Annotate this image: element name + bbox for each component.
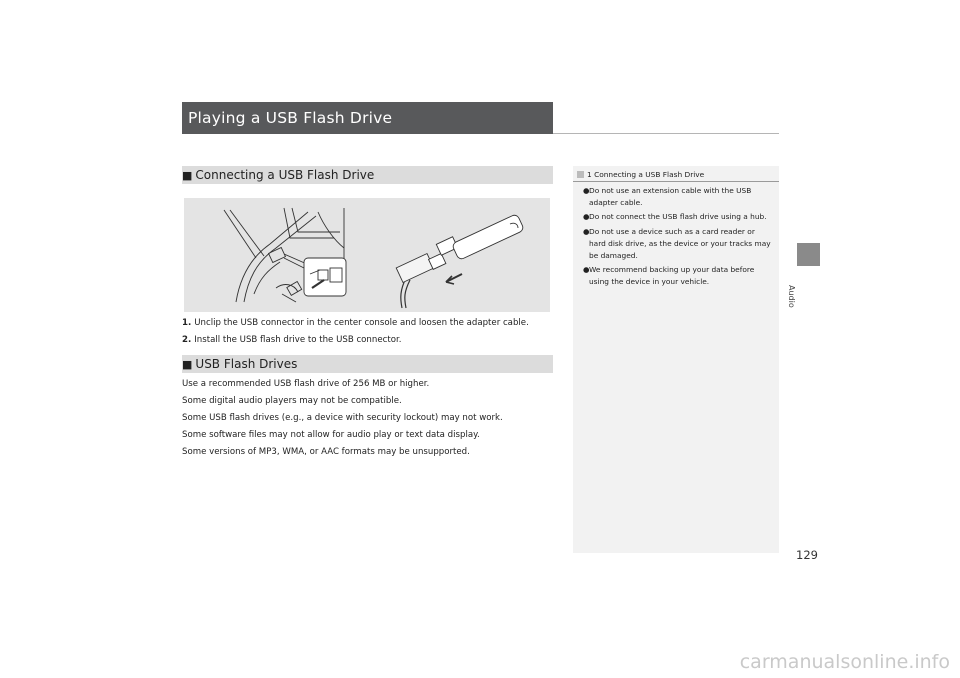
note-text: Do not connect the USB flash drive using a hub.: [589, 212, 767, 222]
sidebar-notes: [573, 166, 779, 553]
section-heading-connecting: [182, 166, 553, 184]
reference-marker: [577, 171, 584, 178]
step-text: Unclip the USB connector in the center console and loosen the adapter cable.: [194, 318, 529, 328]
chapter-tab-marker: [797, 243, 820, 266]
bullet-icon: ●: [583, 212, 590, 222]
note-text: We recommend backing up your data before using the device in your vehicle.: [589, 265, 755, 286]
section-heading-text: Connecting a USB Flash Drive: [195, 168, 375, 182]
paragraph: Some digital audio players may not be compatible.: [182, 396, 402, 406]
page-title: Playing a USB Flash Drive: [182, 102, 553, 134]
list-item: [583, 185, 773, 209]
usb-diagram: [184, 198, 550, 312]
usb-connection-illustration: [184, 198, 550, 312]
sidebar-heading: [577, 170, 704, 179]
list-item: [583, 211, 773, 223]
step-number: 1.: [182, 318, 192, 328]
section-heading-text: USB Flash Drives: [195, 357, 298, 371]
page-number: 129: [796, 548, 818, 562]
note-text: Do not use a device such as a card reader or hard disk drive, as the device or your tracks may be damaged.: [589, 226, 771, 260]
bullet-icon: ●: [583, 186, 590, 195]
paragraph: Some USB flash drives (e.g., a device with security lockout) may not work.: [182, 413, 503, 423]
step-number: 2.: [182, 335, 192, 345]
section-marker: ■: [182, 169, 193, 182]
list-item: [583, 264, 773, 288]
section-heading-flash-drives: [182, 355, 553, 373]
paragraph: Some software files may not allow for audio play or text data display.: [182, 430, 480, 440]
sidebar-heading-text: Connecting a USB Flash Drive: [594, 170, 705, 179]
note-text: Do not use an extension cable with the USB adapter cable.: [589, 186, 752, 207]
sidebar-rule: [573, 181, 779, 182]
bullet-icon: ●: [583, 226, 590, 236]
sidebar-marker-number: 1: [587, 170, 592, 179]
footer-watermark[interactable]: carmanualsonline.info: [739, 651, 950, 673]
list-item: [583, 226, 773, 261]
step-2: [182, 335, 401, 345]
chapter-tab-label: Audio: [787, 285, 796, 308]
paragraph: Use a recommended USB flash drive of 256 MB or higher.: [182, 379, 430, 389]
sidebar-note-list: [583, 185, 773, 291]
section-marker: ■: [182, 358, 193, 371]
title-rule: [553, 133, 779, 134]
step-1: [182, 318, 529, 328]
bullet-icon: ●: [583, 265, 590, 275]
paragraph: Some versions of MP3, WMA, or AAC formats may be unsupported.: [182, 447, 470, 457]
step-text: Install the USB flash drive to the USB connector.: [194, 335, 402, 345]
